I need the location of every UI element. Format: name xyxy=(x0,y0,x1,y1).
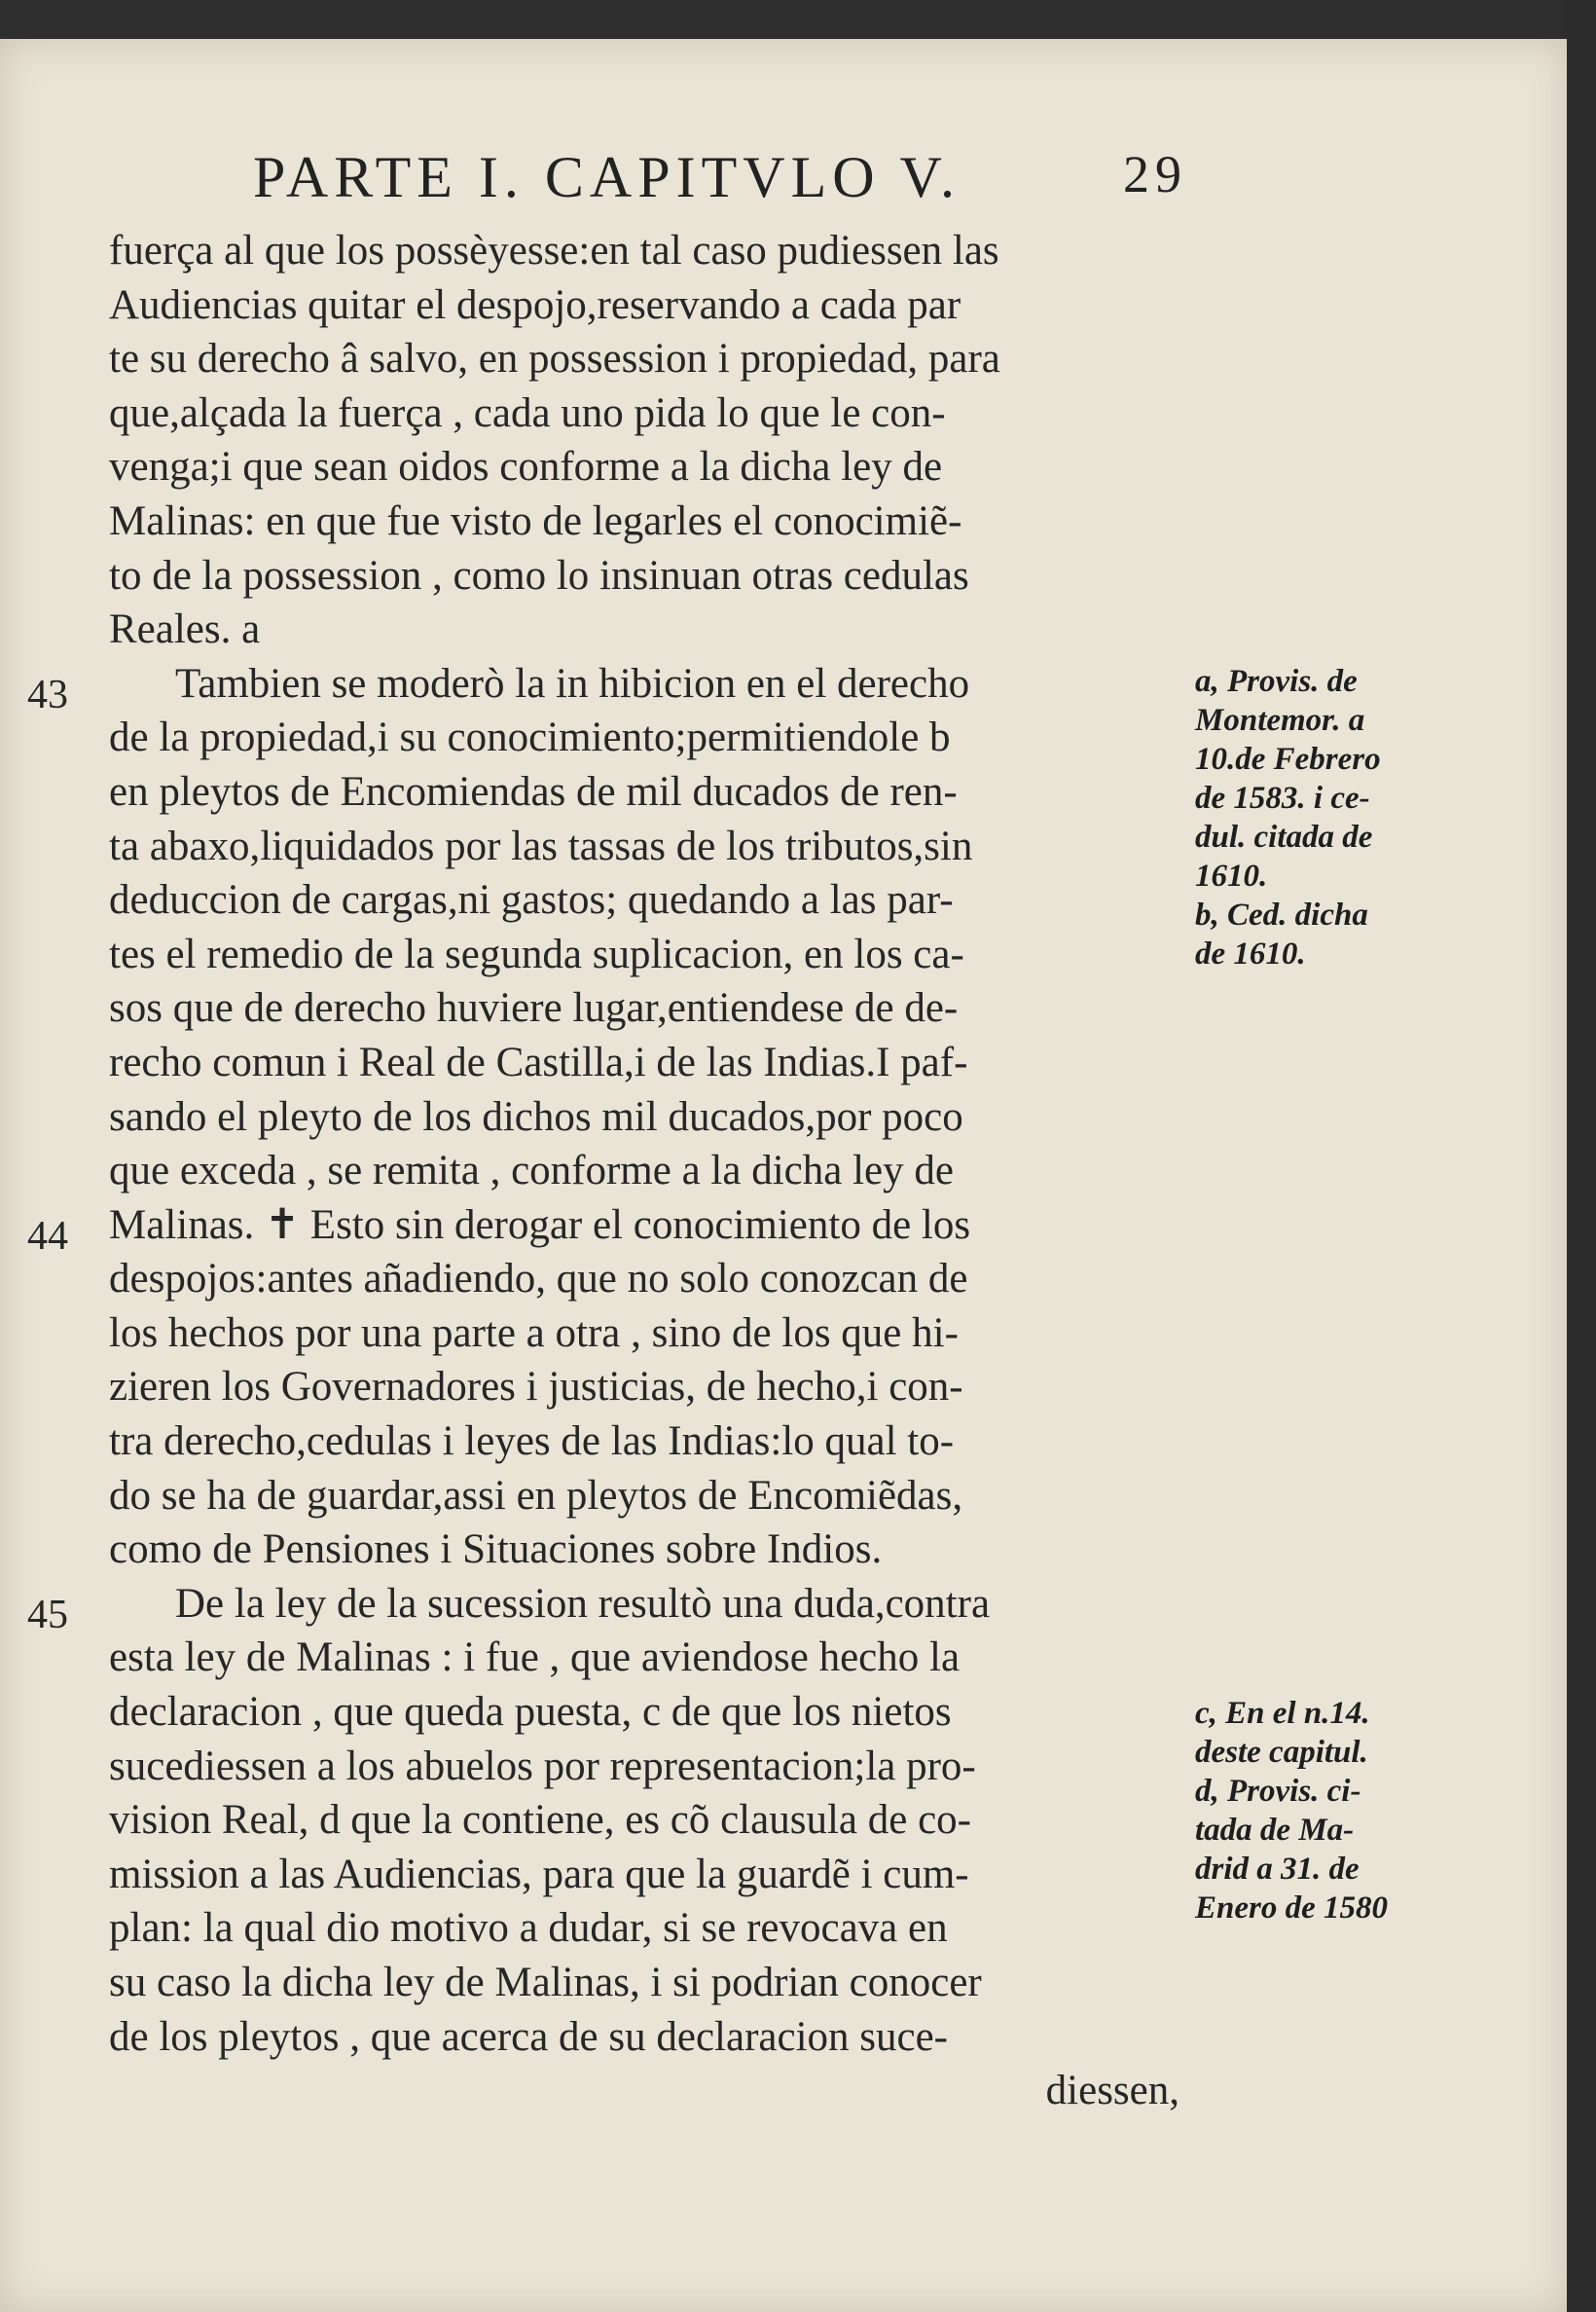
text-line: declaracion , que queda puesta, c de que los nietos xyxy=(109,1689,952,1736)
marginal-note-line: dul. citada de xyxy=(1195,820,1373,855)
text-line: vision Real, d que la contiene, es cõ clausula de co- xyxy=(109,1797,971,1844)
marginal-note-line: d, Provis. ci- xyxy=(1195,1774,1361,1809)
text-line: Malinas. ✝ Esto sin derogar el conocimiento de los xyxy=(109,1201,971,1248)
text-line: Tambien se moderò la in hibicion en el derecho xyxy=(175,660,970,707)
text-line: Audiencias quitar el despojo,reservando a cada par xyxy=(109,281,961,328)
text-line: mission a las Audiencias, para que la guardẽ i cum- xyxy=(109,1851,969,1897)
text-line: que,alçada la fuerça , cada uno pida lo que le con- xyxy=(109,389,946,436)
marginal-note-c-d xyxy=(1195,1694,1458,1927)
text-line: en pleytos de Encomiendas de mil ducados de ren- xyxy=(109,768,958,815)
text-line: sucediessen a los abuelos por representacion;la pro- xyxy=(109,1743,976,1789)
text-line: zieren los Governadores i justicias, de hecho,i con- xyxy=(109,1364,963,1411)
paragraph-number-43: 43 xyxy=(27,673,68,717)
marginal-note-line: de 1610. xyxy=(1195,936,1306,972)
marginal-note-line: a, Provis. de xyxy=(1195,664,1358,699)
text-line: tes el remedio de la segunda suplicacion, en los ca- xyxy=(109,931,964,977)
text-line: recho comun i Real de Castilla,i de las Indias.I paf- xyxy=(109,1039,968,1085)
text-line: tra derecho,cedulas i leyes de las Indias:lo qual to- xyxy=(109,1418,955,1465)
marginal-note-line: c, En el n.14. xyxy=(1195,1696,1370,1731)
marginal-note-line: tada de Ma- xyxy=(1195,1813,1355,1848)
text-line: los hechos por una parte a otra , sino de los que hi- xyxy=(109,1309,959,1356)
text-line: De la ley de la sucession resultò una duda,contra xyxy=(175,1580,991,1627)
page-number: 29 xyxy=(1123,145,1187,203)
scan-top-border xyxy=(0,0,1596,39)
running-header xyxy=(253,136,1187,214)
catchword-line: diessen, xyxy=(1045,2068,1179,2114)
text-line: su caso la dicha ley de Malinas, i si podrian conocer xyxy=(109,1960,982,2005)
text-line: ta abaxo,liquidados por las tassas de los tributos,sin xyxy=(109,823,973,869)
marginal-note-line: de 1583. i ce- xyxy=(1195,781,1370,816)
text-line: to de la possession , como lo insinuan otras cedulas xyxy=(109,552,969,599)
text-line: esta ley de Malinas : i fue , que aviendose hecho la xyxy=(109,1634,961,1681)
scan-right-border xyxy=(1567,0,1596,2312)
text-line: que exceda , se remita , conforme a la dicha ley de xyxy=(109,1148,954,1194)
text-line: plan: la qual dio motivo a dudar, si se revocava en xyxy=(109,1905,948,1952)
text-line: como de Pensiones i Situaciones sobre Indios. xyxy=(109,1526,883,1573)
text-line: de la propiedad,i su conocimiento;permitiendole b xyxy=(109,715,951,761)
marginal-note-line: 1610. xyxy=(1195,859,1268,894)
text-line: sando el pleyto de los dichos mil ducados,por poco xyxy=(109,1093,963,1140)
marginal-note-line: 10.de Febrero xyxy=(1195,742,1381,777)
body-text xyxy=(109,224,1179,2118)
marginal-note-line: Enero de 1580 xyxy=(1195,1890,1388,1926)
text-line: despojos:antes añadiendo, que no solo conozcan de xyxy=(109,1256,968,1303)
text-line: deduccion de cargas,ni gastos; quedando a las par- xyxy=(109,877,954,924)
marginal-note-line: Montemor. a xyxy=(1195,703,1365,738)
text-line: venga;i que sean oidos conforme a la dicha ley de xyxy=(109,444,943,491)
text-line: de los pleytos , que acerca de su declaracion suce- xyxy=(109,2013,948,2060)
chapter-title: PARTE I. CAPITVLO V. xyxy=(253,145,961,209)
marginal-note-line: b, Ced. dicha xyxy=(1195,898,1368,933)
text-line: fuerça al que los possèyesse:en tal caso pudiessen las xyxy=(109,228,999,274)
text-line: Reales. a xyxy=(109,606,261,653)
paragraph-number-45: 45 xyxy=(27,1593,68,1637)
text-line: sos que de derecho huviere lugar,entiendese de de- xyxy=(109,985,959,1032)
marginal-note-line: deste capitul. xyxy=(1195,1735,1368,1770)
text-line: Malinas: en que fue visto de legarles el conocimiẽ- xyxy=(109,497,962,544)
marginal-note-line: drid a 31. de xyxy=(1195,1852,1360,1887)
text-line: do se ha de guardar,assi en pleytos de Encomiẽdas, xyxy=(109,1472,963,1519)
paragraph-number-44: 44 xyxy=(27,1214,68,1259)
text-line: te su derecho â salvo, en possession i propiedad, para xyxy=(109,336,1000,383)
marginal-note-a-b xyxy=(1195,662,1458,973)
